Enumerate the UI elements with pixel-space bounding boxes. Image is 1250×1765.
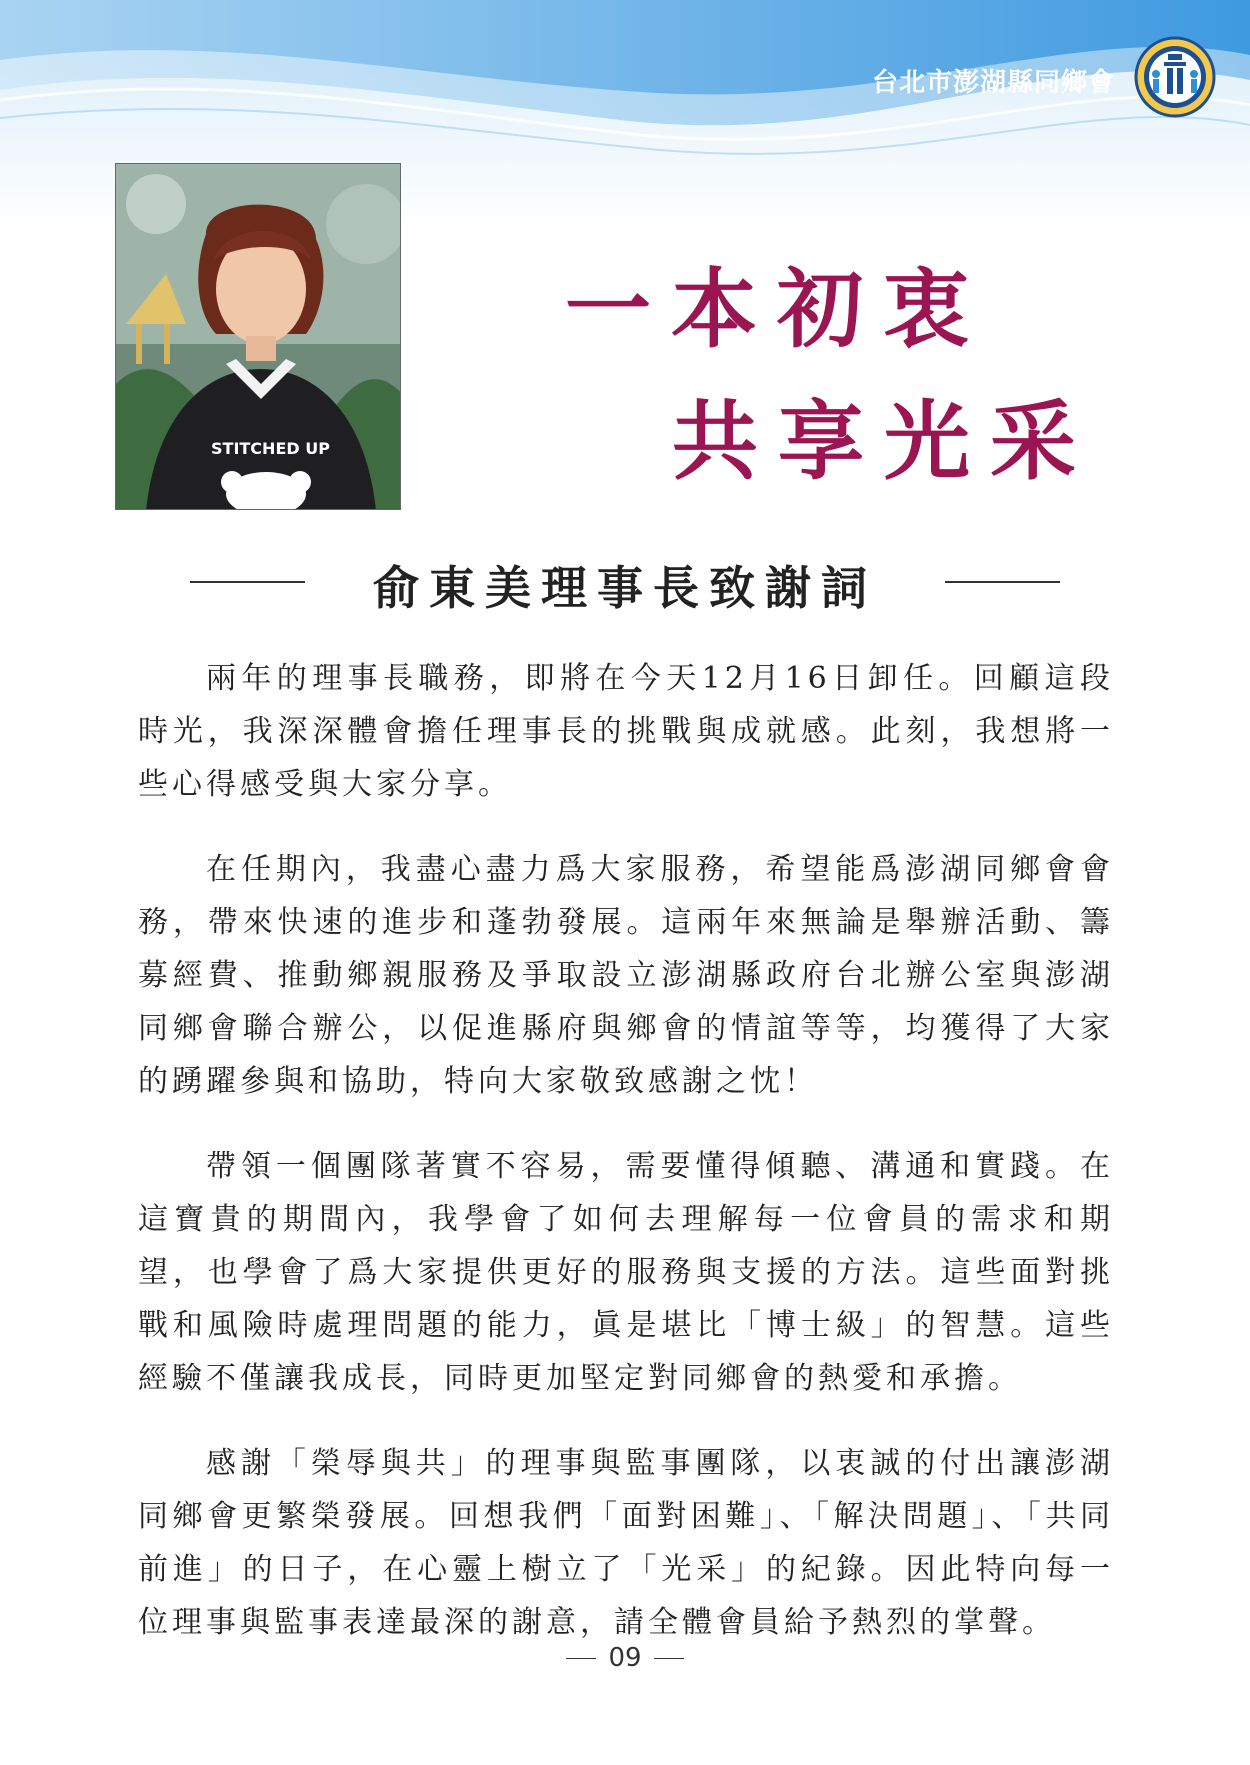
page-number-dash-right <box>654 1658 684 1659</box>
org-name: 台北市澎湖縣同鄉會 <box>871 68 1115 98</box>
subtitle-block <box>190 548 1060 614</box>
association-emblem-icon <box>1134 36 1216 118</box>
page-number-value: 09 <box>608 1643 642 1673</box>
subtitle: 俞東美理事長致謝詞 <box>373 561 877 615</box>
subtitle-rule-right <box>945 581 1060 583</box>
main-title-line-1: 一本初衷 <box>565 259 989 360</box>
svg-text:STITCHED UP: STITCHED UP <box>211 439 330 458</box>
paragraph-3: 帶領一個團隊著實不容易，需要懂得傾聽、溝通和實踐。在這寶貴的期間內，我學會了如何去理解每一位會員的需求和期望，也學會了爲大家提供更好的服務與支援的方法。這些面對挑戰和風險時處理問題的能力，眞是堪比「博士級」的智慧。這些經驗不僅讓我成長，同時更加堅定對同鄉會的熱愛和承擔。 <box>138 1149 1114 1396</box>
page-number-dash-left <box>566 1658 596 1659</box>
portrait-photo <box>115 163 401 510</box>
paragraph-1: 兩年的理事長職務，即將在今天12月16日卸任。回顧這段時光，我深深體會擔任理事長的挑戰與成就感。此刻，我想將一些心得感受與大家分享。 <box>138 661 1114 802</box>
paragraph-4: 感謝「榮辱與共」的理事與監事團隊，以衷誠的付出讓澎湖同鄉會更繁榮發展。回想我們「面對困難」、「解決問題」、「共同前進」的日子，在心靈上樹立了「光采」的紀錄。因此特向每一位理事與監事表達最深的謝意，請全體會員給予熱烈的掌聲。 <box>138 1446 1114 1640</box>
main-title-line-2: 共享光采 <box>672 391 1096 492</box>
page-number <box>0 1643 1250 1673</box>
paragraph-2: 在任期內，我盡心盡力爲大家服務，希望能爲澎湖同鄉會會務，帶來快速的進步和蓬勃發展。這兩年來無論是舉辦活動、籌募經費、推動鄉親服務及爭取設立澎湖縣政府台北辦公室與澎湖同鄉會聯合辦公，以促進縣府與鄉會的情誼等等，均獲得了大家的踴躍參與和協助，特向大家敬致感謝之忱！ <box>138 852 1114 1099</box>
speech-body <box>138 652 1114 1681</box>
